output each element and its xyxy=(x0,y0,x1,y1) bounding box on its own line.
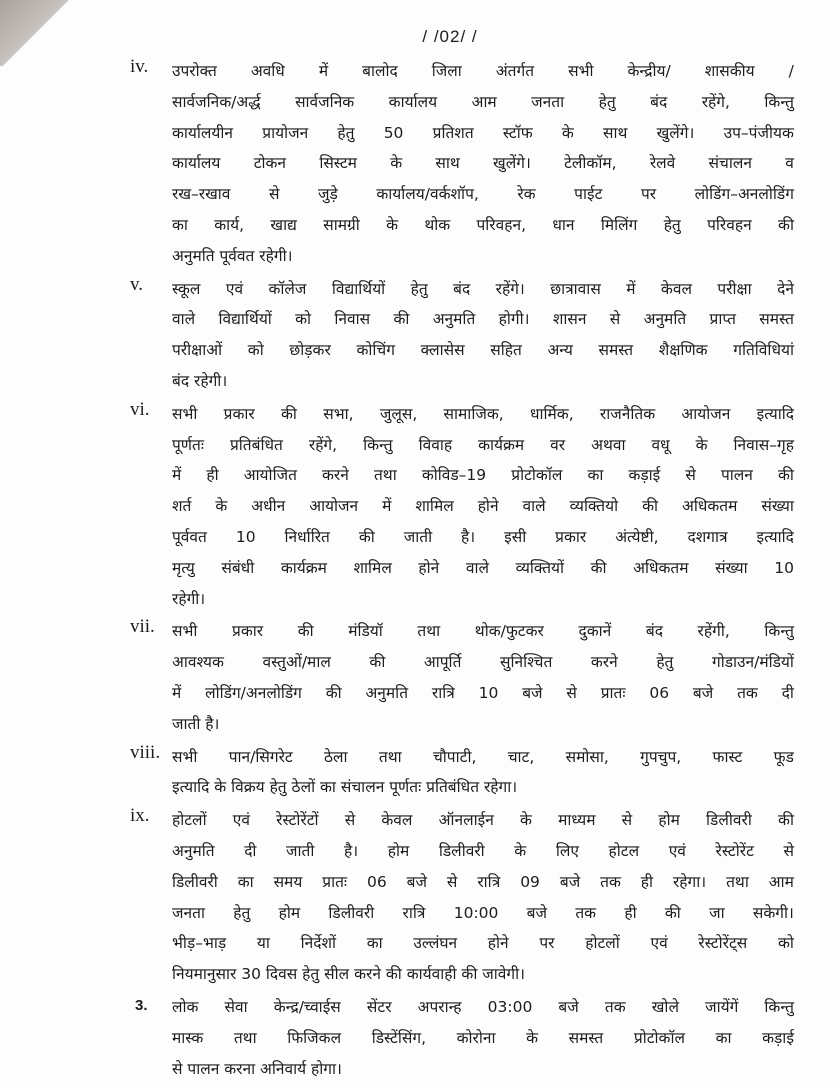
text-line: कार्यालयीन प्रायोजन हेतु 50 प्रतिशत स्टॉफ के साथ खुलेंगे। उप–पंजीयक xyxy=(172,123,794,142)
clause-marker: vi. xyxy=(130,398,150,420)
text-line: मास्क तथा फिजिकल डिस्टेंसिंग, कोरोना के समस्त प्रोटोकॉल का कड़ाई xyxy=(172,1028,794,1047)
text-line: सभी प्रकार की सभा, जुलूस, सामाजिक, धार्मिक, राजनैतिक आयोजन इत्यादि xyxy=(172,404,794,423)
document-body xyxy=(0,56,840,1086)
text-line: अनुमति दी जाती है। होम डिलीवरी के लिए होटल एवं रेस्टोरेंट से xyxy=(172,841,794,860)
text-line: होटलों एवं रेस्टोरेंटों से केवल ऑनलाईन के माध्यम से होम डिलीवरी की xyxy=(172,811,794,830)
page-number: / /02/ / xyxy=(422,27,478,46)
text-line: इत्यादि के विक्रय हेतु ठेलों का संचालन पूर्णतः प्रतिबंधित रहेगा। xyxy=(172,778,518,797)
text-line: उपरोक्त अवधि में बालोद जिला अंतर्गत सभी केन्द्रीय/ शासकीय / xyxy=(172,62,794,80)
text-line: जनता हेतु होम डिलीवरी रात्रि 10:00 बजे तक ही की जा सकेगी। xyxy=(172,903,794,922)
clause-item xyxy=(0,805,840,990)
text-line: रहेगी। xyxy=(172,589,206,608)
clause-marker: 3. xyxy=(135,996,148,1014)
clause-marker: v. xyxy=(130,273,144,295)
text-line: बंद रहेगी। xyxy=(172,371,228,390)
text-line: कार्यालय टोकन सिस्टम के साथ खुलेंगे। टेलीकॉम, रेलवे संचालन व xyxy=(172,154,794,173)
text-line: से पालन करना अनिवार्य होगा। xyxy=(172,1059,342,1078)
clause-item xyxy=(0,56,840,272)
clause-item xyxy=(0,992,840,1084)
text-line: पूर्णतः प्रतिबंधित रहेंगे, किन्तु विवाह कार्यक्रम वर अथवा वधू के निवास–गृह xyxy=(172,435,794,454)
text-line: शर्त के अधीन आयोजन में शामिल होने वाले व्यक्तियो की अधिकतम संख्या xyxy=(172,497,794,516)
text-line: परीक्षाओं को छोड़कर कोचिंग क्लासेस सहित अन्य समस्त शैक्षणिक गतिविधियां xyxy=(172,341,794,360)
text-line: सभी पान/सिगरेट ठेला तथा चौपाटी, चाट, समोसा, गुपचुप, फास्ट फूड xyxy=(172,747,794,766)
clause-item xyxy=(0,399,840,615)
clause-marker: ix. xyxy=(130,805,150,827)
clause-item xyxy=(0,616,840,739)
text-line: सार्वजनिक/अर्द्ध सार्वजनिक कार्यालय आम जनता हेतु बंद रहेंगे, किन्तु xyxy=(172,92,794,111)
text-line: नियमानुसार 30 दिवस हेतु सील करने की कार्यवाही की जावेगी। xyxy=(172,965,526,984)
text-line: पूर्ववत 10 निर्धारित की जाती है। इसी प्रकार अंत्येष्टी, दशगात्र इत्यादि xyxy=(172,527,794,546)
text-line: भीड़–भाड़ या निर्देशों का उल्लंघन होने पर होटलों एवं रेस्टोरेंट्स को xyxy=(172,934,794,953)
text-line: सभी प्रकार की मंडियॉ तथा थोक/फुटकर दुकानें बंद रहेंगी, किन्तु xyxy=(172,622,794,641)
text-line: आवश्यक वस्तुओं/माल की आपूर्ति सुनिश्चित करने हेतु गोडाउन/मंडियों xyxy=(172,653,794,672)
text-line: स्कूल एवं कॉलेज विद्यार्थियों हेतु बंद रहेंगे। छात्रावास में केवल परीक्षा देने xyxy=(172,279,794,298)
text-line: रख–रखाव से जुड़े कार्यालय/वर्कशॉप, रेक पाईट पर लोडिंग–अनलोडिंग xyxy=(172,185,794,204)
text-line: में लोडिंग/अनलोडिंग की अनुमति रात्रि 10 बजे से प्रातः 06 बजे तक दी xyxy=(172,683,794,702)
clause-marker: viii. xyxy=(130,741,161,763)
clause-marker: vii. xyxy=(130,616,155,638)
text-line: मृत्यु संबंधी कार्यक्रम शामिल होने वाले व्यक्तियों की अधिकतम संख्या 10 xyxy=(172,558,794,577)
text-line: जाती है। xyxy=(172,714,220,733)
text-line: डिलीवरी का समय प्रातः 06 बजे से रात्रि 09 बजे तक ही रहेगा। तथा आम xyxy=(172,872,794,891)
text-line: का कार्य, खाद्य सामग्री के थोक परिवहन, धान मिलिंग हेतु परिवहन की xyxy=(172,215,794,234)
text-line: लोक सेवा केन्द्र/च्वाईस सेंटर अपरान्ह 03:00 बजे तक खोले जायेंगें किन्तु xyxy=(172,997,794,1016)
clause-marker: iv. xyxy=(130,56,149,77)
clause-item xyxy=(0,742,840,804)
text-line: अनुमति पूर्ववत रहेगी। xyxy=(172,246,293,265)
clause-item xyxy=(0,274,840,397)
text-line: में ही आयोजित करने तथा कोविड–19 प्रोटोकॉल का कड़ाई से पालन की xyxy=(172,466,794,485)
text-line: वाले विद्यार्थियों को निवास की अनुमति होगी। शासन से अनुमति प्राप्त समस्त xyxy=(172,310,794,329)
